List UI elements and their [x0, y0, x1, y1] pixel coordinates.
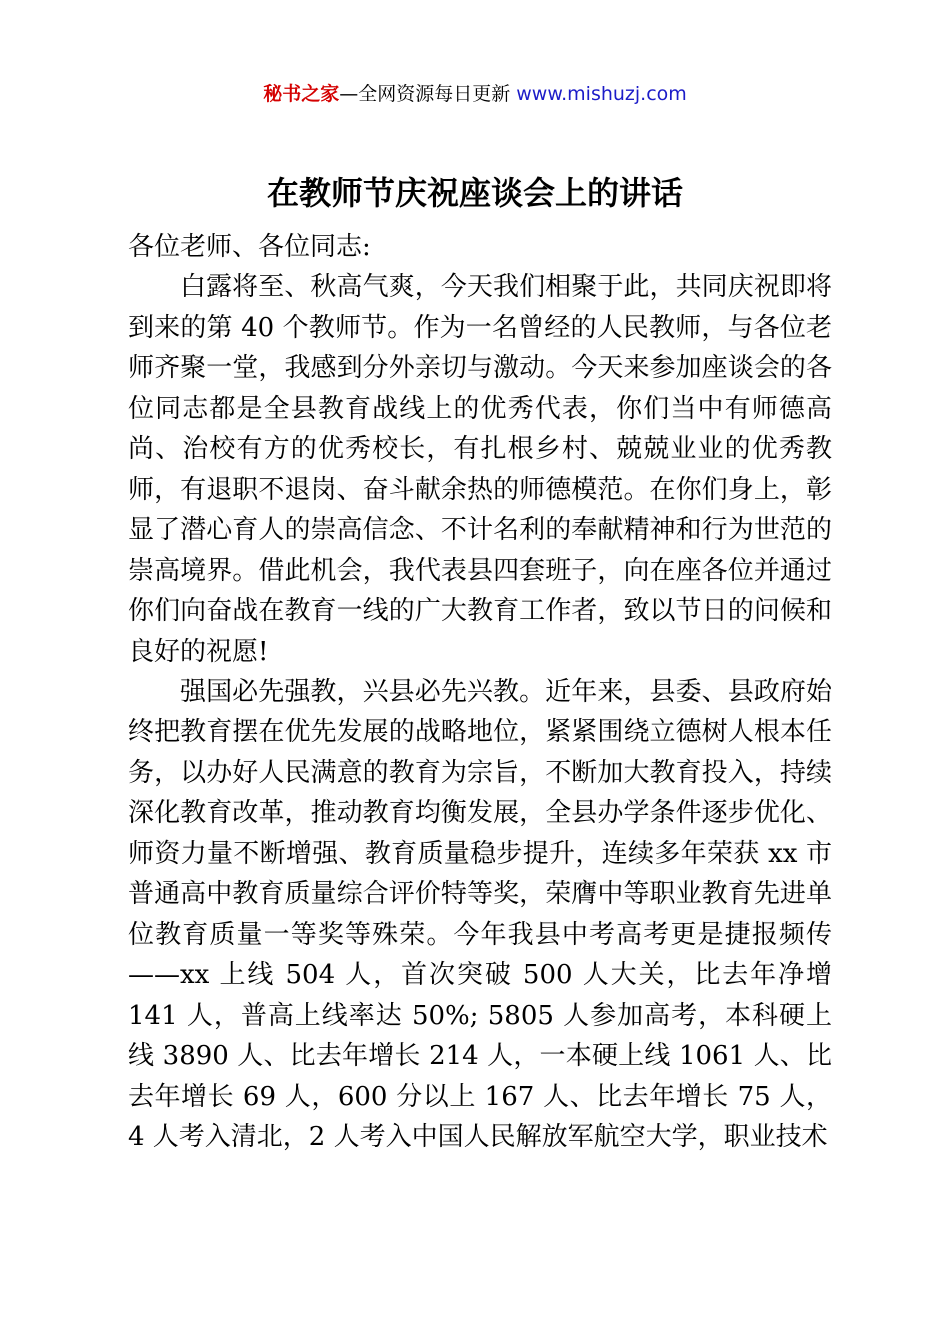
site-header — [0, 80, 950, 108]
salutation: 各位老师、各位同志: — [128, 232, 371, 262]
paragraph: 白露将至、秋高气爽，今天我们相聚于此，共同庆祝即将到来的第 40 个教师节。作为一名曾经的人民教师，与各位老师齐聚一堂，我感到分外亲切与激动。今天来参加座谈会的各位同志都是全县教育战线上的优秀代表，你们当中有师德高尚、治校有方的优秀校长，有扎根乡村、兢兢业业的优秀教师，有退职不退岗、奋斗献余热的师德模范。在你们身上，彰显了潜心育人的崇高信念、不计名利的奉献精神和行为世范的崇高境界。借此机会，我代表县四套班子，向在座各位并通过你们向奋战在教育一线的广大教育工作者，致以节日的问候和良好的祝愿! — [128, 272, 832, 667]
site-url-link[interactable]: www.mishuzj.com — [516, 83, 687, 105]
brand-name: 秘书之家 — [263, 83, 340, 105]
header-slogan: —全网资源每日更新 — [339, 83, 517, 105]
document-body — [128, 227, 832, 1157]
document-title: 在教师节庆祝座谈会上的讲话 — [266, 174, 683, 212]
paragraph: 强国必先强教，兴县必先兴教。近年来，县委、县政府始终把教育摆在优先发展的战略地位，紧紧围绕立德树人根本任务，以办好人民满意的教育为宗旨，不断加大教育投入，持续深化教育改革，推动教育均衡发展，全县办学条件逐步优化、师资力量不断增强、教育质量稳步提升，连续多年荣获 xx 市普通高中教育质量综合评价特等奖，荣膺中等职业教育先进单位教育质量一等奖等殊荣。今年我县中考高考更是捷报频传——xx 上线 504 人，首次突破 500 人大关，比去年净增 141 人，普高上线率达 50%; 5805 人参加高考，本科硬上线 3890 人、比去年增长 214 人，一本硬上线 1061 人、比去年增长 69 人，600 分以上 167 人、比去年增长 75 人，4 人考入清北，2 人考入中国人民解放军航空大学，职业技术 — [128, 676, 832, 1152]
